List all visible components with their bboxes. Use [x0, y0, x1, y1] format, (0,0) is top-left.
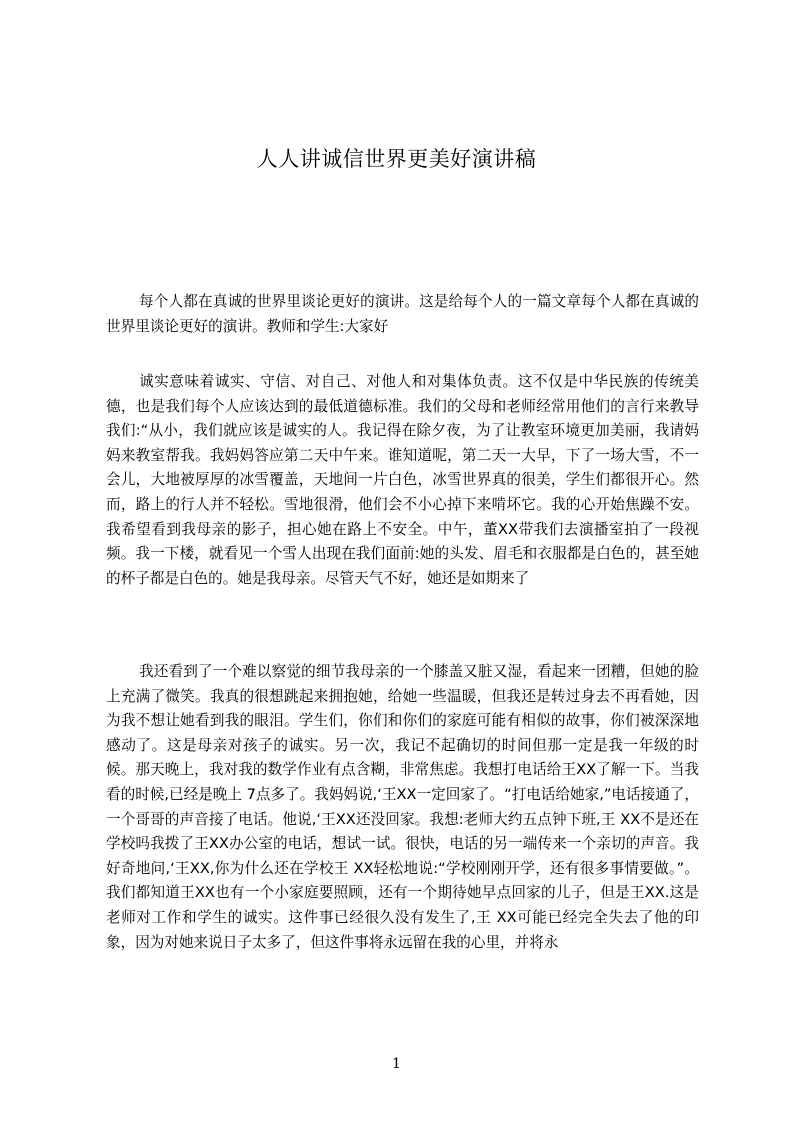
- document-title: 人人讲诚信世界更美好演讲稿: [256, 147, 537, 171]
- page-number: 1: [392, 1056, 401, 1072]
- paragraph-memory: 我还看到了一个难以察觉的细节我母亲的一个膝盖又脏又湿，看起来一团糟，但她的脸上充满了微笑。我真的很想跳起来拥抱她，给她一些温暖，但我还是转过身去不再看她，因为我不想让她看到我的眼泪。学生们，你们和你们的家庭可能有相似的故事，你们被深深地感动了。这是母亲对孩子的诚实。另一次，我记不起确切的时间但那一定是我一年级的时候。那天晚上，我对我的数学作业有点含糊，非常焦虑。我想打电话给王XX了解一下。当我看的时候,已经是晚上 7点多了。我妈妈说,‘王XX一定回家了。“打电话给她家,”电话接通了，一个哥哥的声音接了电话。他说,‘王XX还没回家。我想:老师大约五点钟下班,王 XX不是还在学校吗我拨了王XX办公室的电话，想试一试。很快，电话的另一端传来一个亲切的声音。我好奇地问,‘王XX,你为什么还在学校王 XX轻松地说:“学校刚刚开学，还有很多事情要做。”。我们都知道王XX也有一个小家庭要照顾，还有一个期待她早点回家的儿子，但是王XX.这是老师对工作和学生的诚实。这件事已经很久没有发生了,王 XX可能已经完全失去了他的印象，因为对她来说日子太多了，但这件事将永远留在我的心里，并将永: [106, 663, 699, 951]
- paragraph-honesty: 诚实意味着诚实、守信、对自己、对他人和对集体负责。这不仅是中华民族的传统美德，也是我们每个人应该达到的最低道德标准。我们的父母和老师经常用他们的言行来教导我们:“从小，我们就应该是诚实的人。我记得在除夕夜，为了让教室环境更加美丽，我请妈妈来教室帮我。我妈妈答应第二天中午来。谁知道呢，第二天一大早，下了一场大雪，不一会儿，大地被厚厚的冰雪覆盖，天地间一片白色，冰雪世界真的很美，学生们都很开心。然而，路上的行人并不轻松。雪地很滑，他们会不小心掉下来啃坏它。我的心开始焦躁不安。我希望看到我母亲的影子，担心她在路上不安全。中午，董XX带我们去演播室拍了一段视频。我一下楼，就看见一个雪人出现在我们面前:她的头发、眉毛和衣服都是白色的，甚至她的杯子都是白色的。她是我母亲。尽管天气不好，她还是如期来了: [106, 373, 699, 587]
- paragraph-intro: 每个人都在真诚的世界里谈论更好的演讲。这是给每个人的一篇文章每个人都在真诚的世界里谈论更好的演讲。教师和学生:大家好: [106, 293, 699, 335]
